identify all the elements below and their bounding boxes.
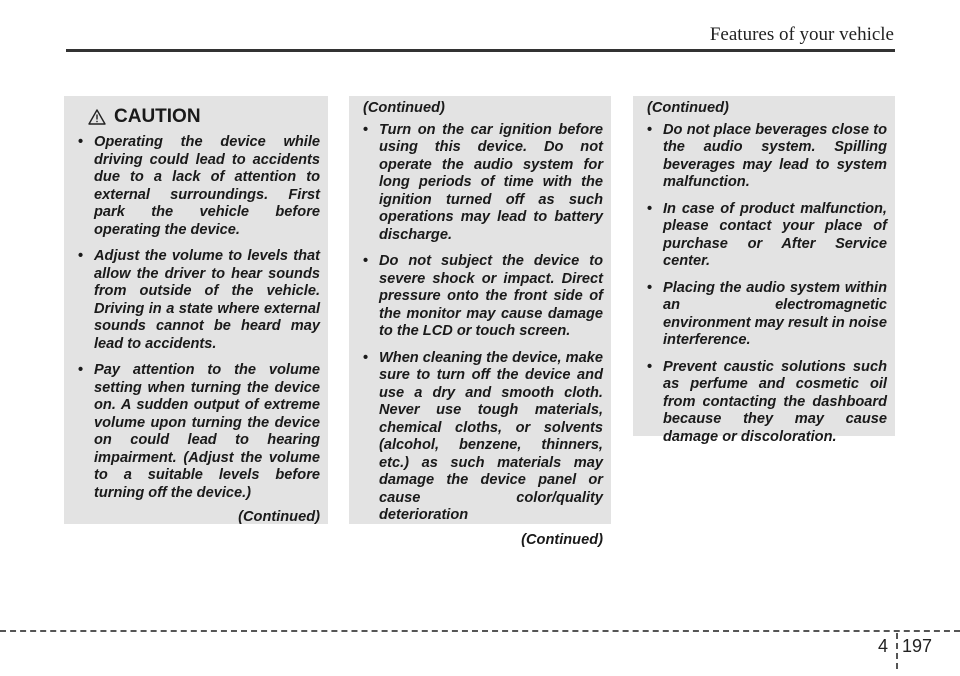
list-item: • Do not place beverages close to the audio system. Spilling beverages may lead to system malfunction.: [647, 122, 887, 192]
list-item: • Pay attention to the volume setting when turning the device on. A sudden output of extreme volume upon turning the device on could lead to hearing impairment. (Adjust the volume to a suitable levels before turning off the device.): [78, 362, 320, 502]
continued-label: (Continued): [521, 531, 603, 548]
caution-list: [647, 122, 887, 447]
caution-label: CAUTION: [114, 106, 201, 127]
continued-label: (Continued): [238, 509, 320, 525]
continued-heading: (Continued): [363, 100, 445, 116]
caution-panel-continued-2: [633, 96, 895, 445]
caution-panel: [64, 96, 328, 524]
list-item: • Placing the audio system within an electromagnetic environment may result in noise interference.: [647, 280, 887, 350]
continued-heading: (Continued): [647, 100, 729, 116]
header-divider: [66, 49, 895, 52]
list-item: • Adjust the volume to levels that allow the driver to hear sounds from outside of the vehicle. Driving in a state where external sounds cannot be heard may lead to accidents.: [78, 248, 320, 353]
caution-list: [78, 134, 320, 502]
footer-divider: [0, 630, 960, 632]
list-item: • When cleaning the device, make sure to turn off the device and use a dry and smooth cloth. Never use tough materials, chemical cloths, or solvents (alcohol, benzene, thinners, etc.) as such materials may damage the device panel or cause color/quality deterioration: [363, 350, 603, 525]
section-title: Features of your vehicle: [709, 24, 894, 45]
caution-panel-continued: [349, 96, 611, 548]
caution-heading: [88, 106, 320, 128]
page-number: 197: [902, 636, 933, 656]
page-number-separator: [896, 633, 898, 669]
caution-list: [363, 122, 603, 525]
list-item: • In case of product malfunction, please contact your place of purchase or After Service center.: [647, 201, 887, 271]
chapter-number: 4: [877, 636, 888, 656]
list-item: • Turn on the car ignition before using this device. Do not operate the audio system for long periods of time with the ignition turned off as such operations may lead to battery discharge.: [363, 122, 603, 245]
list-item: • Prevent caustic solutions such as perfume and cosmetic oil from contacting the dashboard because they may cause damage or discoloration.: [647, 359, 887, 447]
list-item: • Do not subject the device to severe shock or impact. Direct pressure onto the front side of the monitor may cause damage to the LCD or touch screen.: [363, 253, 603, 341]
warning-triangle-icon: [88, 109, 106, 125]
list-item: • Operating the device while driving could lead to accidents due to a lack of attention to external surroundings. First park the vehicle before operating the device.: [78, 134, 320, 239]
